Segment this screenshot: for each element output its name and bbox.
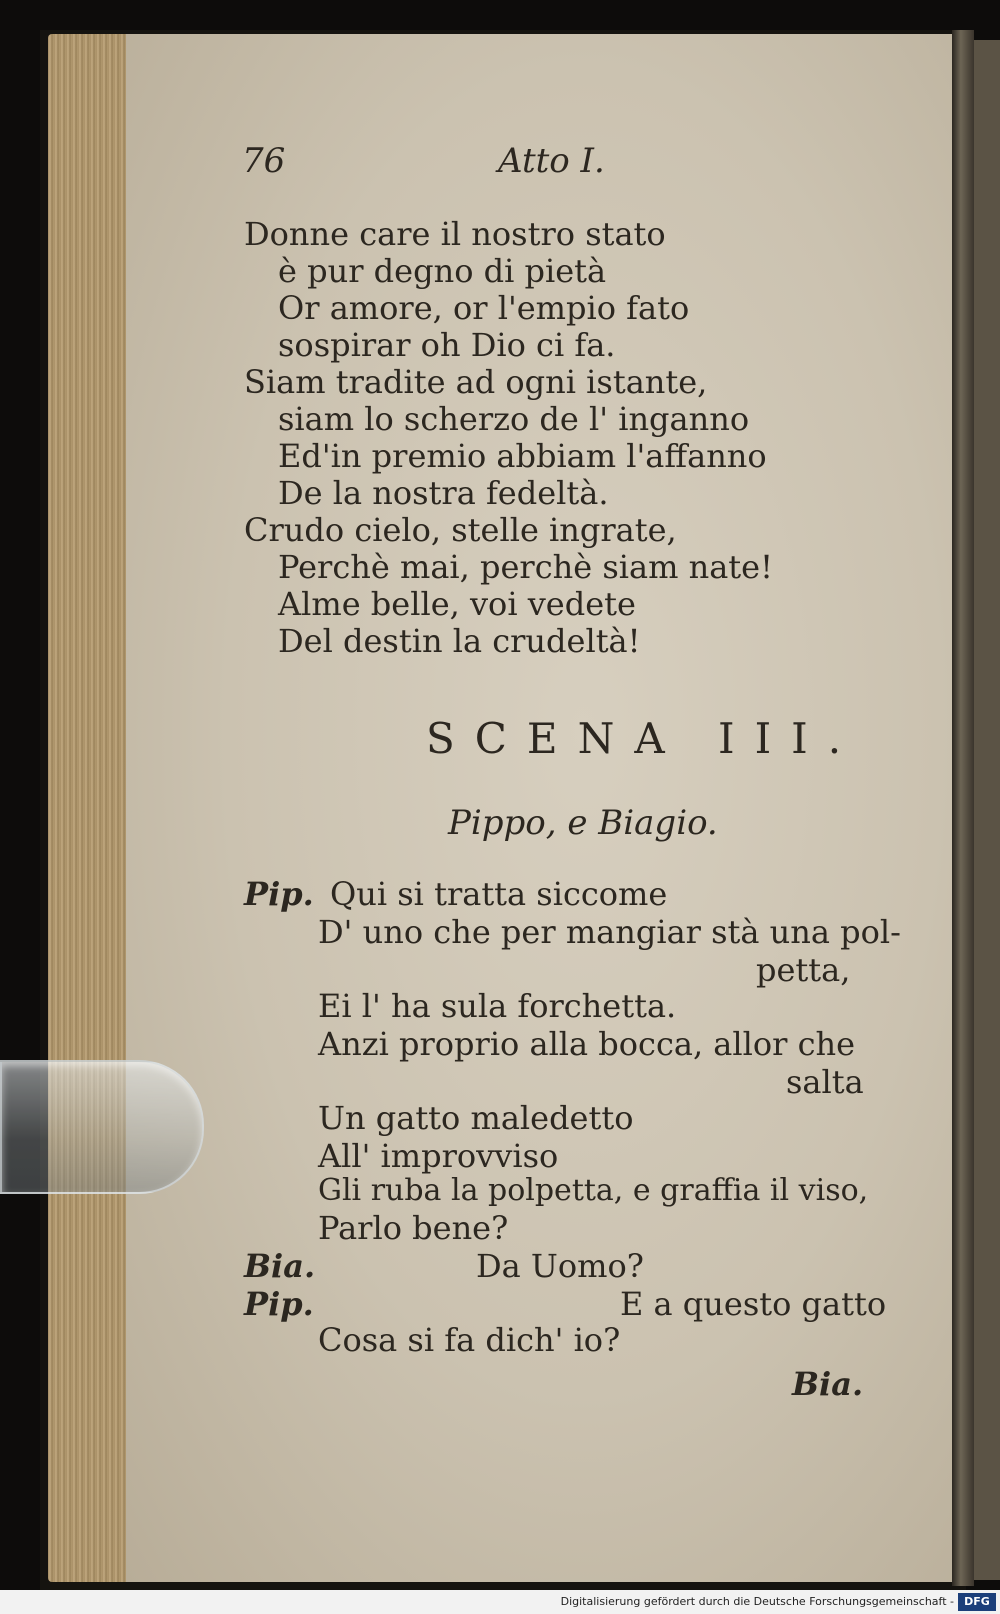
dialogue-line: salta	[786, 1063, 864, 1101]
aria-line: Crudo cielo, stelle ingrate,	[244, 511, 677, 549]
dialogue-line: Da Uomo?	[476, 1247, 644, 1285]
scene-title: SCENA III.	[426, 714, 862, 763]
footer-credit: Digitalisierung gefördert durch die Deutsche Forschungsgemeinschaft -	[560, 1595, 954, 1608]
aria-line: siam lo scherzo de l' inganno	[278, 400, 750, 438]
dialogue-line: D' uno che per mangiar stà una pol-	[318, 913, 901, 951]
speaker-label: Pip.	[244, 875, 314, 913]
next-page-edge	[974, 40, 1000, 1580]
catchword: Bia.	[792, 1365, 864, 1403]
speaker-label: Bia.	[244, 1247, 316, 1285]
page-gutter	[952, 30, 974, 1586]
aria-line: Del destin la crudeltà!	[278, 622, 641, 660]
dialogue-line: All' improvviso	[318, 1137, 559, 1175]
page-edges	[48, 34, 138, 1582]
dfg-logo: DFG	[958, 1593, 996, 1611]
running-title: Atto I.	[498, 141, 605, 181]
aria-line: Ed'in premio abbiam l'affanno	[278, 437, 767, 475]
aria-line: Alme belle, voi vedete	[278, 585, 636, 623]
dialogue-line: Anzi proprio alla bocca, allor che	[318, 1025, 856, 1063]
dialogue-line: Gli ruba la polpetta, e graffia il viso,	[318, 1173, 869, 1208]
glass-page-weight	[0, 1060, 204, 1194]
aria-line: è pur degno di pietà	[278, 252, 607, 290]
dialogue-line: Cosa si fa dich' io?	[318, 1321, 621, 1359]
dialogue-line: Ei l' ha sula forchetta.	[318, 987, 677, 1025]
dialogue-line: E a questo gatto	[620, 1285, 887, 1323]
page-number: 76	[242, 141, 286, 181]
dialogue-line: Qui si tratta siccome	[330, 875, 668, 913]
dialogue-line: petta,	[756, 951, 851, 989]
aria-line: Or amore, or l'empio fato	[278, 289, 690, 327]
aria-line: Perchè mai, perchè siam nate!	[278, 548, 773, 586]
dialogue-line: Un gatto maledetto	[318, 1099, 634, 1137]
dialogue-line: Parlo bene?	[318, 1209, 509, 1247]
scene-characters: Pippo, e Biagio.	[448, 803, 718, 843]
aria-line: De la nostra fedeltà.	[278, 474, 609, 512]
footer-bar	[0, 1590, 1000, 1614]
aria-line: sospirar oh Dio ci fa.	[278, 326, 616, 364]
speaker-label: Pip.	[244, 1285, 314, 1323]
aria-line: Donne care il nostro stato	[244, 215, 666, 253]
aria-line: Siam tradite ad ogni istante,	[244, 363, 708, 401]
